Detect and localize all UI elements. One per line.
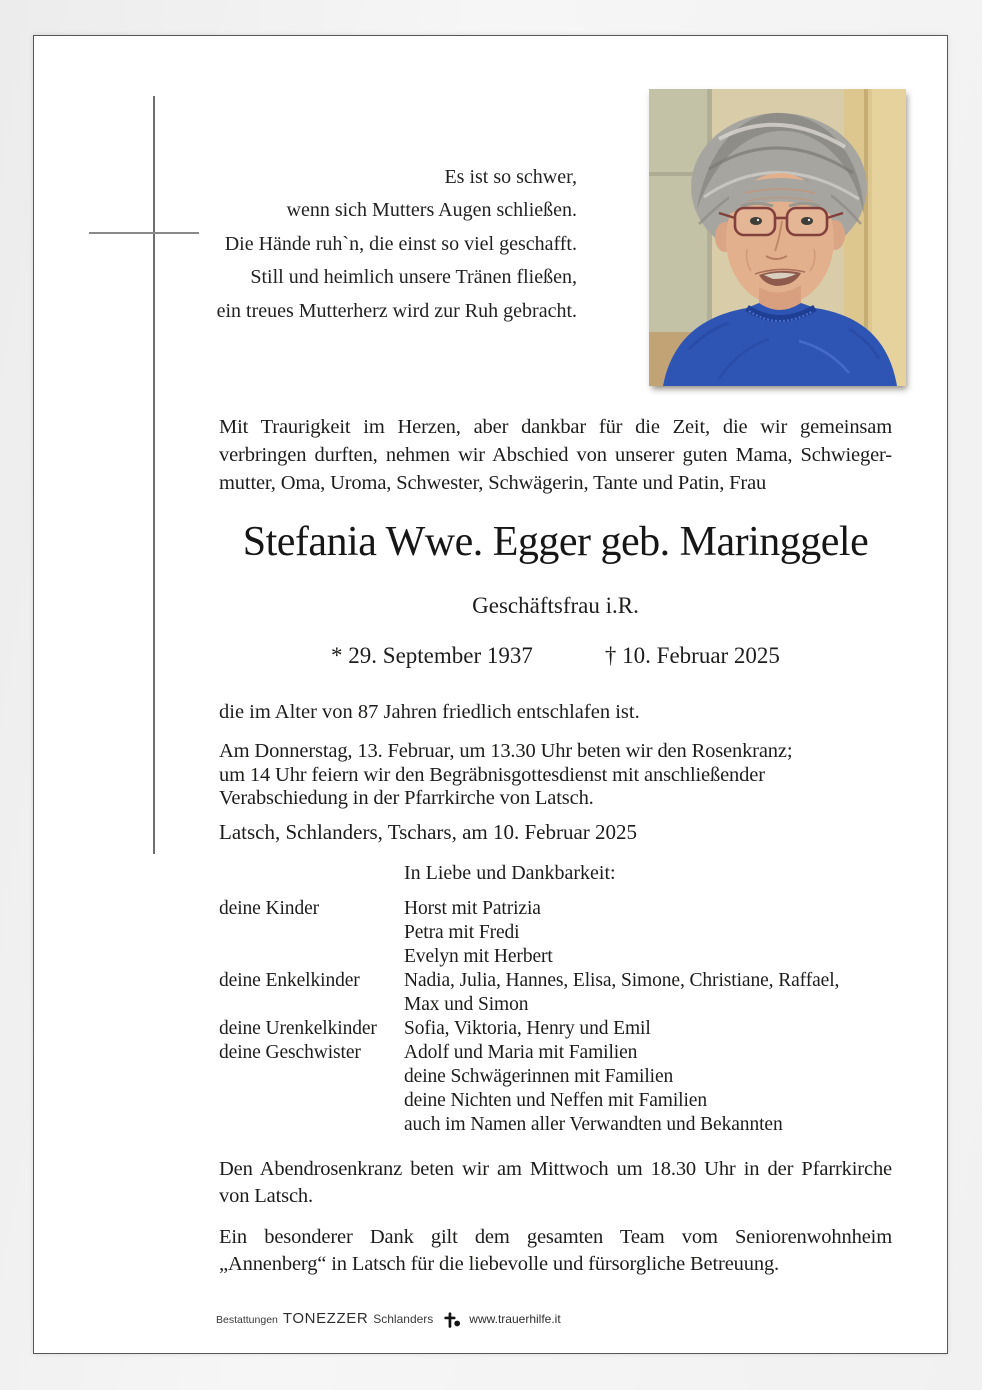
birth-date: * 29. September 1937 <box>331 643 533 668</box>
thanks-paragraph <box>219 1224 892 1278</box>
service-line: Verabschiedung in der Pfarrkirche von Latsch. <box>219 787 594 809</box>
family-row-value: Max und Simon <box>404 994 529 1015</box>
family-row-value: Horst mit Patrizia <box>404 898 541 919</box>
thanks-line: Ein besonderer Dank gilt dem gesamten Team vom Seniorenwohnheim <box>219 1226 892 1248</box>
family-row <box>219 1041 919 1065</box>
family-row-value: Sofia, Viktoria, Henry und Emil <box>404 1018 651 1039</box>
family-row <box>219 897 919 921</box>
family-row-label: deine Geschwister <box>219 1042 361 1063</box>
age-line: die im Alter von 87 Jahren friedlich entschlafen ist. <box>219 701 640 723</box>
service-paragraph <box>219 740 892 811</box>
rosary-line: Den Abendrosenkranz beten wir am Mittwoch um 18.30 Uhr in der Pfarrkirche <box>219 1158 892 1180</box>
death-date: † 10. Februar 2025 <box>604 643 780 668</box>
cross-vertical-line <box>153 96 155 854</box>
family-row-label <box>219 945 404 969</box>
service-line: Am Donnerstag, 13. Februar, um 13.30 Uhr beten wir den Rosenkranz; <box>219 740 793 762</box>
poem-line: ein treues Mutterherz wird zur Ruh gebracht. <box>216 299 577 322</box>
family-row-label <box>219 1113 404 1137</box>
service-line: um 14 Uhr feiern wir den Begräbnisgottesdienst mit anschließender <box>219 763 765 786</box>
family-row-value: Petra mit Fredi <box>404 922 520 943</box>
poem-line: wenn sich Mutters Augen schließen. <box>286 199 577 222</box>
cross-horizontal-line <box>89 232 199 234</box>
family-row <box>219 1113 919 1137</box>
rosary-line: von Latsch. <box>219 1185 313 1207</box>
family-row-value: Evelyn mit Herbert <box>404 946 553 967</box>
poem-line: Die Hände ruh`n, die einst so viel geschafft. <box>224 232 577 255</box>
intro-paragraph <box>219 413 892 497</box>
deceased-name: Stefania Wwe. Egger geb. Maringgele <box>242 519 869 565</box>
family-row <box>219 921 919 945</box>
family-row-label: deine Enkelkinder <box>219 970 360 991</box>
footer-city: Schlanders <box>373 1312 434 1326</box>
memorial-poem <box>184 161 577 328</box>
place-date-line: Latsch, Schlanders, Tschars, am 10. Februar 2025 <box>219 820 638 844</box>
family-row-label <box>219 1089 404 1113</box>
family-heading: In Liebe und Dankbarkeit: <box>404 862 616 884</box>
family-row-value: deine Schwägerinnen mit Familien <box>404 1066 674 1087</box>
intro-line: Mit Traurigkeit im Herzen, aber dankbar für die Zeit, die wir gemeinsam <box>219 416 892 438</box>
footer-brand: TONEZZER <box>282 1310 369 1327</box>
family-row-value: auch im Namen aller Verwandten und Bekannten <box>404 1114 783 1135</box>
thanks-line: „Annenberg“ in Latsch für die liebevolle und fürsorgliche Betreuung. <box>219 1253 780 1275</box>
obituary-sheet <box>33 35 948 1354</box>
family-row-label: deine Urenkelkinder <box>219 1018 377 1039</box>
family-row <box>219 1089 919 1113</box>
poem-line: Es ist so schwer, <box>444 166 577 188</box>
intro-line: mutter, Oma, Uroma, Schwester, Schwägerin, Tante und Patin, Frau <box>219 472 767 494</box>
intro-line: verbringen durften, nehmen wir Abschied von unserer guten Mama, Schwieger- <box>219 444 892 466</box>
portrait-illustration <box>649 89 906 386</box>
portrait-photo <box>649 89 906 386</box>
family-row <box>219 969 919 993</box>
trauerhilfe-logo-icon <box>444 1312 461 1334</box>
family-row <box>219 1017 919 1041</box>
evening-rosary-paragraph <box>219 1156 892 1210</box>
family-row-label <box>219 921 404 945</box>
footer-label: Bestattungen <box>216 1314 278 1326</box>
family-row-label: deine Kinder <box>219 898 320 919</box>
family-row-value: Nadia, Julia, Hannes, Elisa, Simone, Christiane, Raffael, <box>404 970 840 991</box>
funeral-home-footer <box>216 1310 561 1332</box>
footer-website: www.trauerhilfe.it <box>469 1312 561 1326</box>
family-row <box>219 1065 919 1089</box>
poem-line: Still und heimlich unsere Tränen fließen, <box>250 266 577 289</box>
family-row-value: deine Nichten und Neffen mit Familien <box>404 1090 707 1111</box>
family-row <box>219 993 919 1017</box>
deceased-role: Geschäftsfrau i.R. <box>472 593 639 618</box>
family-row <box>219 945 919 969</box>
family-list <box>219 897 919 1137</box>
life-dates <box>219 643 892 669</box>
family-row-label <box>219 1065 404 1089</box>
family-row-label <box>219 993 404 1017</box>
family-row-value: Adolf und Maria mit Familien <box>404 1042 638 1063</box>
